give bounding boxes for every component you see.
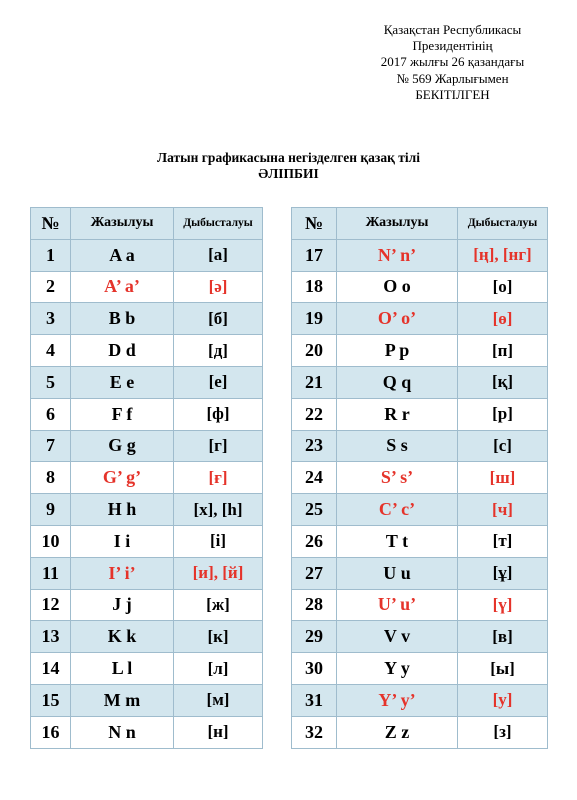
letter-number: 15 <box>31 684 71 716</box>
table-row <box>292 653 548 685</box>
letter-writing: Q q <box>337 366 458 398</box>
letter-sound: [с] <box>458 430 548 462</box>
letter-number: 1 <box>31 239 71 271</box>
letter-number: 32 <box>292 716 337 748</box>
table-row <box>31 653 263 685</box>
table-row <box>31 684 263 716</box>
letter-writing: U u <box>337 557 458 589</box>
table-row <box>31 716 263 748</box>
letter-sound: [и], [й] <box>174 557 263 589</box>
letter-sound: [з] <box>458 716 548 748</box>
letter-number: 29 <box>292 621 337 653</box>
letter-number: 12 <box>31 589 71 621</box>
table-row <box>31 335 263 367</box>
letter-number: 19 <box>292 303 337 335</box>
letter-writing: T t <box>337 525 458 557</box>
letter-sound: [ә] <box>174 271 263 303</box>
letter-sound: [қ] <box>458 366 548 398</box>
approval-line: № 569 Жарлығымен <box>396 70 509 86</box>
letter-number: 7 <box>31 430 71 462</box>
letter-sound: [ф] <box>174 398 263 430</box>
letter-number: 16 <box>31 716 71 748</box>
approval-line: Президентінің <box>412 38 493 54</box>
letter-number: 18 <box>292 271 337 303</box>
approval-stamp <box>345 22 560 103</box>
letter-writing: A a <box>71 239 174 271</box>
table-row <box>292 239 548 271</box>
letter-number: 9 <box>31 494 71 526</box>
letter-writing: F f <box>71 398 174 430</box>
header-sound: Дыбысталуы <box>458 208 548 240</box>
letter-sound: [г] <box>174 430 263 462</box>
letter-writing: R r <box>337 398 458 430</box>
letter-sound: [ү] <box>458 589 548 621</box>
table-row <box>292 684 548 716</box>
letter-writing: J j <box>71 589 174 621</box>
letter-number: 21 <box>292 366 337 398</box>
letter-writing: I i <box>71 525 174 557</box>
letter-sound: [ө] <box>458 303 548 335</box>
letter-number: 22 <box>292 398 337 430</box>
table-row <box>31 398 263 430</box>
table-row <box>31 271 263 303</box>
table-row <box>292 557 548 589</box>
letter-writing: H h <box>71 494 174 526</box>
table-row <box>292 398 548 430</box>
table-row <box>292 621 548 653</box>
approval-line: БЕКІТІЛГЕН <box>415 86 490 102</box>
letter-writing: V v <box>337 621 458 653</box>
table-row <box>292 430 548 462</box>
letter-number: 31 <box>292 684 337 716</box>
table-row <box>292 303 548 335</box>
letter-writing: B b <box>71 303 174 335</box>
header-number: № <box>292 208 337 240</box>
letter-sound: [ш] <box>458 462 548 494</box>
letter-sound: [ң], [нг] <box>458 239 548 271</box>
document-title <box>0 150 577 182</box>
header-writing: Жазылуы <box>71 208 174 240</box>
letter-writing: Y’ y’ <box>337 684 458 716</box>
table-row <box>31 589 263 621</box>
letter-number: 23 <box>292 430 337 462</box>
table-row <box>292 366 548 398</box>
table-row <box>31 462 263 494</box>
table-row <box>31 303 263 335</box>
letter-writing: S’ s’ <box>337 462 458 494</box>
letter-sound: [і] <box>174 525 263 557</box>
table-header-row <box>292 208 548 240</box>
header-writing: Жазылуы <box>337 208 458 240</box>
letter-sound: [ы] <box>458 653 548 685</box>
letter-number: 4 <box>31 335 71 367</box>
letter-writing: O’ o’ <box>337 303 458 335</box>
letter-sound: [ч] <box>458 494 548 526</box>
letter-writing: N’ n’ <box>337 239 458 271</box>
letter-writing: D d <box>71 335 174 367</box>
alphabet-table-right <box>291 207 548 749</box>
letter-sound: [к] <box>174 621 263 653</box>
table-header-row <box>31 208 263 240</box>
table-row <box>31 525 263 557</box>
approval-line: 2017 жылғы 26 қазандағы <box>380 54 525 70</box>
table-body-right <box>292 208 548 749</box>
table-row <box>292 589 548 621</box>
table-row <box>292 462 548 494</box>
letter-sound: [у] <box>458 684 548 716</box>
table-row <box>31 557 263 589</box>
letter-number: 11 <box>31 557 71 589</box>
letter-sound: [б] <box>174 303 263 335</box>
alphabet-table-left <box>30 207 263 749</box>
letter-sound: [х], [h] <box>174 494 263 526</box>
letter-sound: [о] <box>458 271 548 303</box>
letter-writing: S s <box>337 430 458 462</box>
letter-number: 3 <box>31 303 71 335</box>
letter-writing: Z z <box>337 716 458 748</box>
letter-writing: Y y <box>337 653 458 685</box>
letter-writing: O o <box>337 271 458 303</box>
header-number: № <box>31 208 71 240</box>
approval-line: Қазақстан Республикасы <box>383 22 522 37</box>
letter-writing: U’ u’ <box>337 589 458 621</box>
table-row <box>292 494 548 526</box>
letter-writing: G g <box>71 430 174 462</box>
letter-number: 27 <box>292 557 337 589</box>
letter-writing: G’ g’ <box>71 462 174 494</box>
table-row <box>31 494 263 526</box>
table-row <box>31 430 263 462</box>
table-row <box>292 716 548 748</box>
letter-number: 30 <box>292 653 337 685</box>
letter-sound: [м] <box>174 684 263 716</box>
letter-writing: M m <box>71 684 174 716</box>
letter-number: 17 <box>292 239 337 271</box>
letter-number: 6 <box>31 398 71 430</box>
letter-sound: [е] <box>174 366 263 398</box>
table-row <box>292 335 548 367</box>
letter-number: 28 <box>292 589 337 621</box>
letter-sound: [ұ] <box>458 557 548 589</box>
letter-sound: [ғ] <box>174 462 263 494</box>
letter-sound: [в] <box>458 621 548 653</box>
letter-writing: N n <box>71 716 174 748</box>
letter-number: 26 <box>292 525 337 557</box>
letter-writing: K k <box>71 621 174 653</box>
letter-writing: I’ i’ <box>71 557 174 589</box>
letter-sound: [т] <box>458 525 548 557</box>
letter-number: 2 <box>31 271 71 303</box>
letter-sound: [а] <box>174 239 263 271</box>
letter-sound: [ж] <box>174 589 263 621</box>
letter-sound: [р] <box>458 398 548 430</box>
title-line-1: Латын графикасына негізделген қазақ тілі <box>157 150 420 165</box>
header-sound: Дыбысталуы <box>174 208 263 240</box>
title-line-2: ӘЛІПБИІ <box>258 166 319 181</box>
table-row <box>292 525 548 557</box>
letter-writing: L l <box>71 653 174 685</box>
letter-sound: [н] <box>174 716 263 748</box>
letter-writing: C’ c’ <box>337 494 458 526</box>
letter-sound: [п] <box>458 335 548 367</box>
letter-number: 20 <box>292 335 337 367</box>
table-row <box>292 271 548 303</box>
letter-number: 5 <box>31 366 71 398</box>
letter-sound: [л] <box>174 653 263 685</box>
letter-writing: E e <box>71 366 174 398</box>
letter-number: 8 <box>31 462 71 494</box>
letter-writing: P p <box>337 335 458 367</box>
table-row <box>31 239 263 271</box>
letter-writing: A’ a’ <box>71 271 174 303</box>
letter-number: 10 <box>31 525 71 557</box>
letter-number: 14 <box>31 653 71 685</box>
letter-number: 24 <box>292 462 337 494</box>
table-row <box>31 366 263 398</box>
letter-number: 13 <box>31 621 71 653</box>
letter-number: 25 <box>292 494 337 526</box>
letter-sound: [д] <box>174 335 263 367</box>
table-body-left <box>31 208 263 749</box>
table-row <box>31 621 263 653</box>
